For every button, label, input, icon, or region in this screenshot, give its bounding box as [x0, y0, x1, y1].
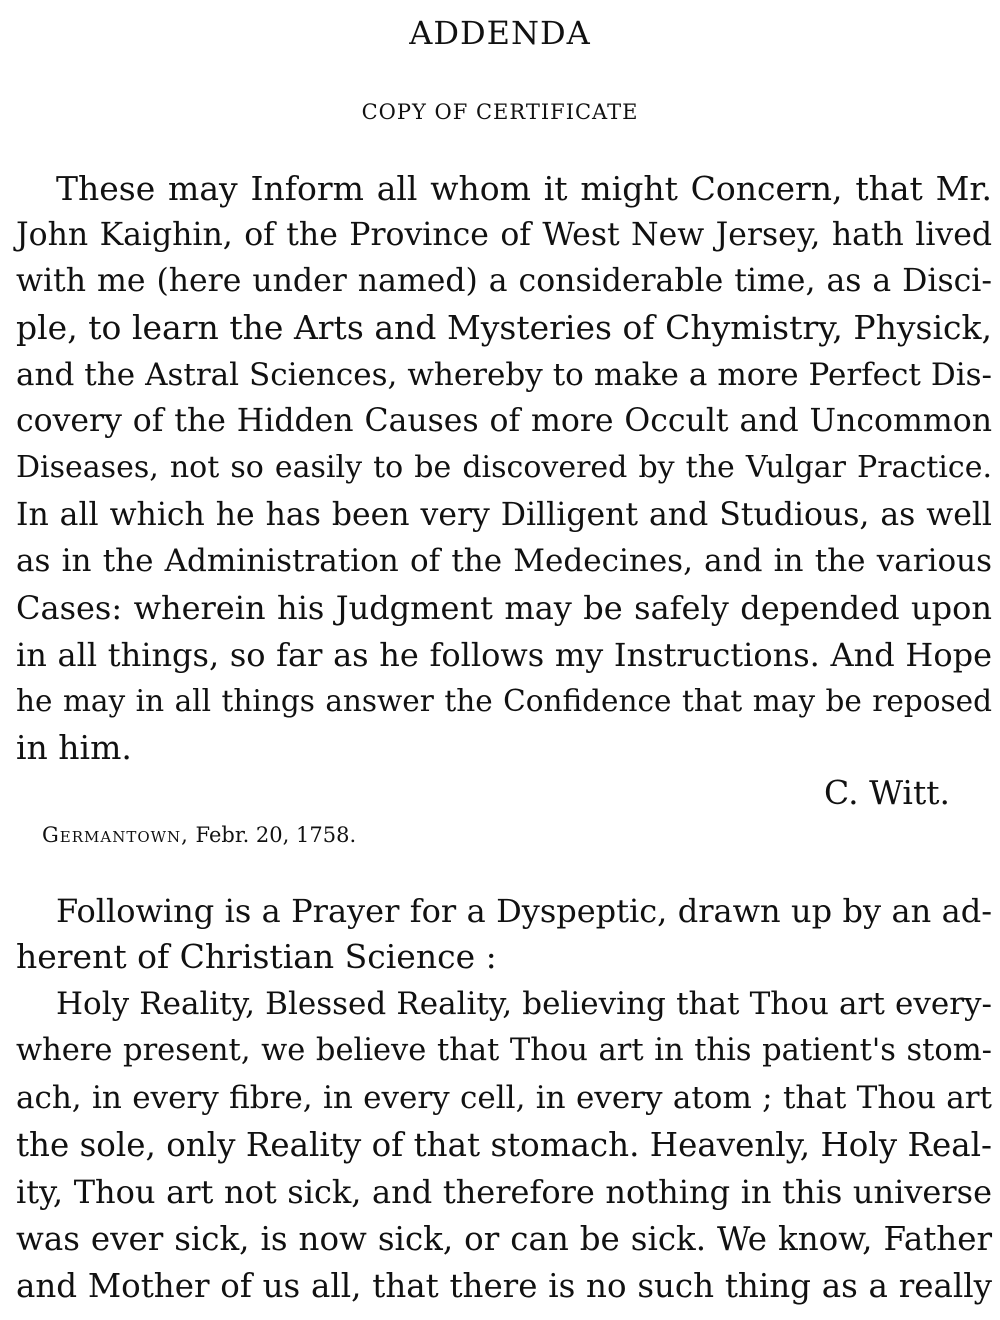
place-date [42, 818, 356, 852]
certificate-line: in him. [16, 728, 132, 767]
prayer-line: the sole, only Reality of that stomach. Heavenly, Holy Real- [16, 1126, 992, 1164]
certificate-line: John Kaighin, of the Province of West New Jersey, hath lived [16, 217, 992, 253]
certificate-line: In all which he has been very Dilligent and Studious, as well [16, 497, 992, 533]
certificate-line: with me (here under named) a considerable time, as a Disci- [16, 263, 992, 299]
prayer-line: ach, in every fibre, in every cell, in every atom ; that Thou art [16, 1080, 992, 1116]
certificate-line: covery of the Hidden Causes of more Occult and Uncommon [16, 403, 992, 439]
certificate-line: he may in all things answer the Confidence that may be reposed [16, 684, 992, 718]
section-subtitle: COPY OF CERTIFICATE [361, 100, 639, 124]
place-name: Germantown, [42, 823, 189, 847]
certificate-line: ple, to learn the Arts and Mysteries of Chymistry, Physick, [16, 308, 992, 347]
page-title: ADDENDA [409, 14, 591, 52]
certificate-line: Cases: wherein his Judgment may be safely depended upon [16, 589, 992, 627]
certificate-line: and the Astral Sciences, whereby to make a more Perfect Dis- [16, 357, 992, 393]
prayer-line: and Mother of us all, that there is no such thing as a really [16, 1267, 992, 1305]
certificate-line: Diseases, not so easily to be discovered by the Vulgar Practice. [16, 450, 992, 485]
certificate-date: Febr. 20, 1758. [195, 823, 357, 847]
certificate-line: in all things, so far as he follows my Instructions. And Hope [16, 636, 992, 674]
prayer-line: where present, we believe that Thou art in this patient's stom- [16, 1033, 992, 1068]
prayer-line: Holy Reality, Blessed Reality, believing that Thou art every- [56, 986, 992, 1022]
prayer-line: herent of Christian Science : [16, 937, 497, 976]
certificate-line: These may Inform all whom it might Concern, that Mr. [56, 169, 992, 208]
signature: C. Witt. [824, 773, 950, 812]
prayer-line: ity, Thou art not sick, and therefore nothing in this universe [16, 1173, 992, 1211]
prayer-line: was ever sick, is now sick, or can be sick. We know, Father [16, 1220, 992, 1258]
prayer-line: Following is a Prayer for a Dyspeptic, drawn up by an ad- [56, 892, 992, 930]
certificate-line: as in the Administration of the Medecines, and in the various [16, 543, 992, 579]
